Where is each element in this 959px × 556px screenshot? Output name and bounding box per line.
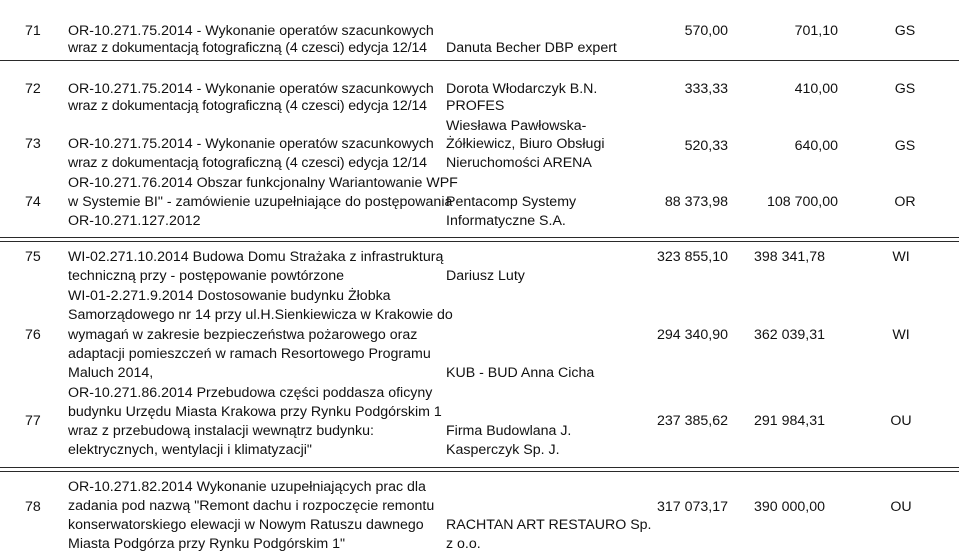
- gross-amount: 362 039,31: [753, 327, 825, 343]
- row-divider: [0, 471, 959, 472]
- department-code: WI: [892, 327, 910, 343]
- row-number: 75: [25, 249, 41, 265]
- description-line: wraz z dokumentacją fotograficzną (4 czesci) edycja 12/14: [68, 98, 427, 114]
- contractor-line: Firma Budowlana J.: [446, 423, 572, 439]
- net-amount: 323 855,10: [656, 249, 728, 265]
- contractor-line: RACHTAN ART RESTAURO Sp.: [446, 517, 652, 533]
- row-number: 71: [25, 23, 41, 39]
- gross-amount: 390 000,00: [753, 499, 825, 515]
- description-line: w Systemie BI" - zamówienie uzupełniające do postępowania: [68, 194, 453, 210]
- contractor-line: PROFES: [446, 98, 505, 114]
- description-line: WI-01-2.271.9.2014 Dostosowanie budynku Żłobka: [68, 288, 391, 304]
- description-line: Miasta Podgórza przy Rynku Podgórskim 1": [68, 536, 346, 552]
- gross-amount: 108 700,00: [766, 194, 838, 210]
- row-divider: [0, 467, 959, 468]
- contractor-line: Dariusz Luty: [446, 268, 525, 284]
- description-line: budynku Urzędu Miasta Krakowa przy Rynku Podgórskim 1: [68, 404, 442, 420]
- net-amount: 317 073,17: [656, 499, 728, 515]
- description-line: techniczną przy - postępowanie powtórzone: [68, 268, 345, 284]
- contractor-line: Nieruchomości ARENA: [446, 155, 592, 171]
- contractor-line: Wiesława Pawłowska-: [446, 118, 587, 134]
- gross-amount: 410,00: [794, 81, 838, 97]
- description-line: Maluch 2014,: [68, 365, 154, 381]
- description-line: wraz z dokumentacją fotograficzną (4 czesci) edycja 12/14: [68, 40, 427, 56]
- contractor-line: Pentacomp Systemy: [446, 194, 577, 210]
- description-line: OR-10.271.75.2014 - Wykonanie operatów szacunkowych: [68, 81, 434, 97]
- department-code: GS: [894, 23, 916, 39]
- row-number: 78: [25, 499, 41, 515]
- description-line: wraz z dokumentacją fotograficzną (4 czesci) edycja 12/14: [68, 155, 427, 171]
- description-line: OR-10.271.82.2014 Wykonanie uzupełniających prac dla: [68, 479, 426, 495]
- department-code: OR: [894, 194, 916, 210]
- department-code: WI: [892, 249, 910, 265]
- row-number: 76: [25, 327, 41, 343]
- row-number: 77: [25, 413, 41, 429]
- net-amount: 294 340,90: [656, 327, 728, 343]
- description-line: elektrycznych, wentylacji i klimatyzacji": [68, 442, 312, 458]
- description-line: OR-10.271.127.2012: [68, 213, 201, 229]
- net-amount: 88 373,98: [664, 194, 728, 210]
- description-line: OR-10.271.75.2014 - Wykonanie operatów szacunkowych: [68, 136, 434, 152]
- department-code: OU: [890, 413, 912, 429]
- row-number: 72: [25, 81, 41, 97]
- department-code: GS: [894, 138, 916, 154]
- contractor-line: Danuta Becher DBP expert: [446, 40, 617, 56]
- row-number: 74: [25, 194, 41, 210]
- contractor-line: Dorota Włodarczyk B.N.: [446, 81, 598, 97]
- gross-amount: 291 984,31: [753, 413, 825, 429]
- department-code: OU: [890, 499, 912, 515]
- contractor-line: KUB - BUD Anna Cicha: [446, 365, 595, 381]
- gross-amount: 701,10: [794, 23, 838, 39]
- department-code: GS: [894, 81, 916, 97]
- description-line: wymagań w zakresie bezpieczeństwa pożarowego oraz: [68, 327, 418, 343]
- gross-amount: 398 341,78: [753, 249, 825, 265]
- description-line: OR-10.271.76.2014 Obszar funkcjonalny Wariantowanie WPF: [68, 175, 458, 191]
- description-line: OR-10.271.75.2014 - Wykonanie operatów szacunkowych: [68, 23, 434, 39]
- net-amount: 237 385,62: [656, 413, 728, 429]
- contractor-line: Żółkiewicz, Biuro Obsługi: [446, 136, 605, 152]
- row-divider: [0, 60, 959, 61]
- description-line: wraz z przebudową instalacji wewnątrz budynku:: [68, 423, 374, 439]
- net-amount: 520,33: [684, 138, 728, 154]
- description-line: WI-02.271.10.2014 Budowa Domu Strażaka z infrastrukturą: [68, 249, 444, 265]
- row-number: 73: [25, 136, 41, 152]
- description-line: OR-10.271.86.2014 Przebudowa części poddasza oficyny: [68, 385, 433, 401]
- contractor-line: Informatyczne S.A.: [446, 213, 566, 229]
- net-amount: 333,33: [684, 81, 728, 97]
- row-divider: [0, 241, 959, 242]
- gross-amount: 640,00: [794, 138, 838, 154]
- contractor-line: z o.o.: [446, 536, 481, 552]
- net-amount: 570,00: [684, 23, 728, 39]
- contractor-line: Kasperczyk Sp. J.: [446, 442, 560, 458]
- row-divider: [0, 237, 959, 238]
- description-line: konserwatorskiego elewacji w Nowym Ratuszu dawnego: [68, 517, 424, 533]
- description-line: Samorządowego nr 14 przy ul.H.Sienkiewicza w Krakowie do: [68, 307, 453, 323]
- description-line: adaptacji pomieszczeń w ramach Resortowego Programu: [68, 346, 431, 362]
- description-line: zadania pod nazwą "Remont dachu i rozpoczęcie remontu: [68, 498, 435, 514]
